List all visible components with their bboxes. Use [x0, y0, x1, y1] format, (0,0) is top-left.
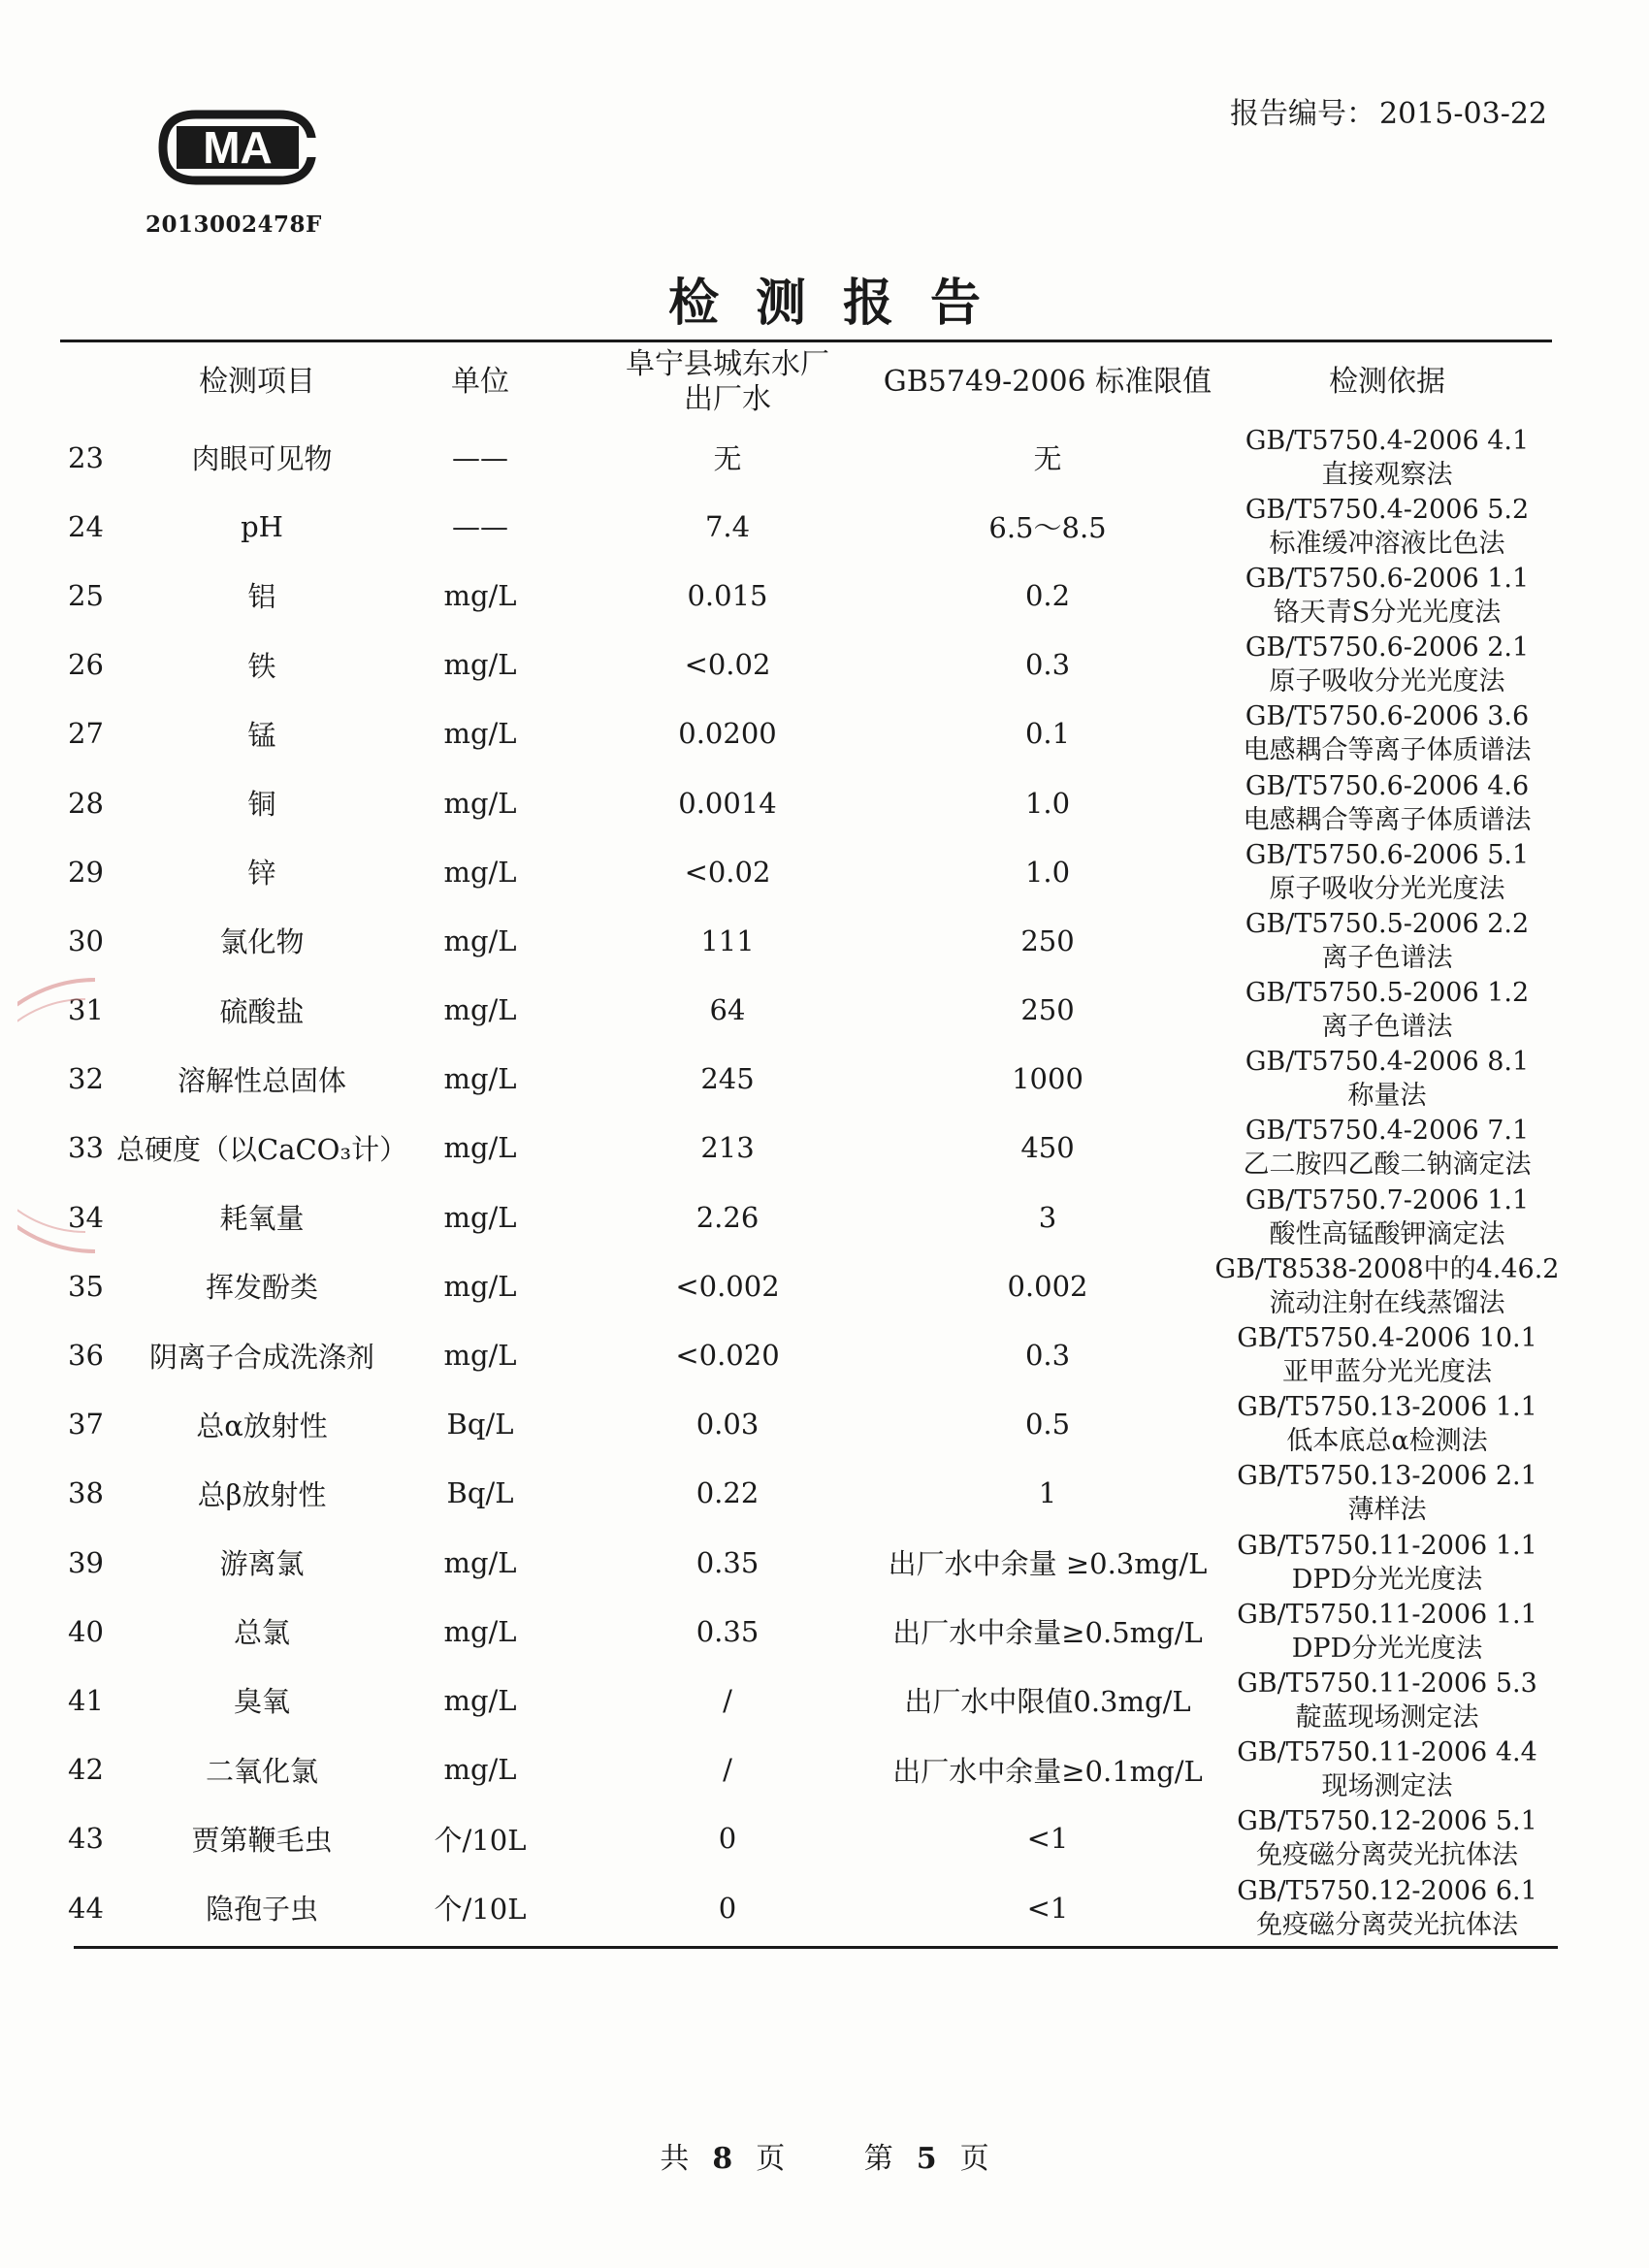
row-method: [1203, 976, 1571, 1045]
row-method: [1203, 906, 1571, 975]
row-method-name: 电感耦合等离子体质谱法: [1243, 804, 1532, 835]
row-method-standard: GB/T5750.12-2006 6.1: [1237, 1875, 1537, 1906]
row-item: 铜: [247, 788, 276, 822]
row-unit: mg/L: [443, 1683, 517, 1717]
table-row: [0, 768, 1649, 837]
row-value: 0.22: [695, 1476, 760, 1510]
row-method-standard: GB/T5750.6-2006 3.6: [1245, 701, 1530, 732]
row-limit: 1000: [1012, 1062, 1083, 1096]
row-method-name: 原子吸收分光光度法: [1269, 666, 1505, 697]
row-value: <0.02: [684, 855, 771, 889]
table-row: [0, 1251, 1649, 1320]
row-method: [1203, 837, 1571, 906]
row-unit: mg/L: [443, 1753, 517, 1787]
row-method-name: 称量法: [1347, 1081, 1427, 1112]
row-value: <0.002: [675, 1269, 780, 1303]
row-unit: mg/L: [443, 923, 517, 957]
row-method-standard: GB/T8538-2008中的4.46.2: [1214, 1253, 1560, 1284]
table-row: [0, 1390, 1649, 1459]
cma-logo: [155, 109, 320, 186]
row-method-name: DPD分光光度法: [1291, 1564, 1483, 1595]
row-item: 氯化物: [219, 925, 305, 959]
row-limit: 1: [1038, 1476, 1057, 1510]
row-unit: mg/L: [443, 717, 517, 751]
row-unit: mg/L: [443, 1131, 517, 1165]
row-number: 36: [68, 1339, 104, 1373]
column-header-item: 检测项目: [199, 365, 315, 399]
table-row: [0, 1666, 1649, 1734]
row-method-name: 标准缓冲溶液比色法: [1269, 528, 1505, 559]
row-number: 39: [68, 1545, 104, 1579]
row-number: 34: [68, 1200, 104, 1234]
row-item: 溶解性总固体: [177, 1063, 346, 1097]
row-method-name: 免疫磁分离荧光抗体法: [1256, 1840, 1518, 1871]
row-number: 30: [68, 923, 104, 957]
row-method-standard: GB/T5750.13-2006 2.1: [1237, 1461, 1537, 1492]
row-method-standard: GB/T5750.13-2006 1.1: [1237, 1392, 1537, 1423]
table-bottom-rule: [74, 1946, 1558, 1949]
column-header-limit: GB5749-2006 标准限值: [883, 365, 1212, 399]
row-limit: <1: [1026, 1891, 1069, 1925]
column-header-plant-line1: 阜宁县城东水厂: [626, 347, 829, 381]
row-limit: 0.002: [1007, 1269, 1088, 1303]
row-method: [1203, 1320, 1571, 1389]
table-row: [0, 492, 1649, 561]
row-method-standard: GB/T5750.4-2006 8.1: [1245, 1047, 1530, 1078]
row-method-name: 现场测定法: [1321, 1771, 1453, 1802]
row-value: 0.03: [695, 1408, 760, 1442]
row-item: 总氯: [233, 1616, 290, 1650]
column-header-plant-line2: 出厂水: [684, 382, 771, 416]
row-item: 臭氧: [233, 1685, 290, 1719]
report-number-label: 报告编号：: [1230, 97, 1376, 131]
row-method: [1203, 1251, 1571, 1320]
row-number: 35: [68, 1269, 104, 1303]
row-value: 213: [700, 1131, 755, 1165]
row-method-standard: GB/T5750.5-2006 2.2: [1245, 908, 1530, 939]
row-method-name: 原子吸收分光光度法: [1269, 873, 1505, 904]
current-page: 第 5 页: [863, 2142, 989, 2176]
row-method: [1203, 1390, 1571, 1459]
row-limit: 出厂水中限值0.3mg/L: [904, 1685, 1191, 1719]
row-method: [1203, 561, 1571, 630]
row-item: 锌: [247, 857, 276, 891]
row-method-standard: GB/T5750.6-2006 4.6: [1245, 770, 1530, 801]
seal-stamp-icon: [17, 970, 105, 1261]
row-value: 245: [700, 1062, 755, 1096]
row-method-standard: GB/T5750.7-2006 1.1: [1245, 1184, 1530, 1215]
row-unit: mg/L: [443, 648, 517, 682]
row-value: 111: [700, 923, 755, 957]
row-item: 隐孢子虫: [205, 1893, 318, 1927]
row-method: [1203, 1666, 1571, 1734]
column-header-unit: 单位: [451, 365, 509, 399]
row-method: [1203, 1735, 1571, 1804]
row-item: 硫酸盐: [219, 994, 305, 1028]
svg-text:MA: MA: [203, 122, 273, 173]
column-header-plant: [592, 345, 863, 419]
row-method-standard: GB/T5750.6-2006 5.1: [1245, 839, 1530, 870]
page-footer: [0, 2134, 1649, 2177]
row-item: 锰: [247, 718, 276, 752]
table-row: [0, 837, 1649, 906]
row-method: [1203, 1528, 1571, 1597]
row-number: 37: [68, 1408, 104, 1442]
row-method-standard: GB/T5750.11-2006 5.3: [1237, 1668, 1537, 1699]
row-method-name: 免疫磁分离荧光抗体法: [1256, 1909, 1518, 1940]
row-item: 肉眼可见物: [191, 442, 333, 476]
table-row: [0, 1528, 1649, 1597]
row-unit: mg/L: [443, 786, 517, 820]
row-limit: 出厂水中余量≥0.1mg/L: [892, 1754, 1203, 1788]
row-item: 二氧化氯: [205, 1754, 318, 1788]
row-value: 0.35: [695, 1545, 760, 1579]
row-limit: 0.5: [1024, 1408, 1071, 1442]
table-row: [0, 906, 1649, 975]
row-item: 铁: [247, 649, 276, 683]
row-method-name: 离子色谱法: [1321, 942, 1453, 973]
row-method: [1203, 1114, 1571, 1183]
row-method: [1203, 1045, 1571, 1114]
row-limit: 出厂水中余量≥0.5mg/L: [892, 1616, 1203, 1650]
row-limit: 6.5～8.5: [988, 511, 1107, 545]
row-method-standard: GB/T5750.6-2006 1.1: [1245, 563, 1530, 594]
row-unit: ——: [452, 440, 508, 474]
row-limit: 0.2: [1024, 578, 1071, 612]
total-pages: 共 8 页: [660, 2142, 786, 2176]
row-value: 0.0200: [678, 717, 777, 751]
row-method: [1203, 492, 1571, 561]
table-row: [0, 699, 1649, 768]
row-method: [1203, 1804, 1571, 1873]
table-top-rule: [60, 340, 1552, 342]
row-limit: 1.0: [1024, 786, 1071, 820]
row-item: 耗氧量: [219, 1202, 305, 1236]
row-method-standard: GB/T5750.6-2006 2.1: [1245, 632, 1530, 664]
row-method: [1203, 631, 1571, 699]
row-number: 44: [68, 1891, 104, 1925]
row-number: 32: [68, 1062, 104, 1096]
row-method-name: 酸性高锰酸钾滴定法: [1269, 1218, 1505, 1249]
row-limit: 0.3: [1024, 648, 1071, 682]
row-value: /: [723, 1753, 732, 1787]
row-unit: ——: [452, 509, 508, 543]
row-limit: 450: [1020, 1131, 1075, 1165]
row-item: 挥发酚类: [205, 1271, 318, 1305]
row-number: 29: [68, 855, 104, 889]
row-item: 阴离子合成洗涤剂: [148, 1340, 374, 1374]
row-item: 总β放射性: [197, 1477, 327, 1511]
row-item: 总α放射性: [196, 1409, 328, 1442]
row-limit: <1: [1026, 1822, 1069, 1856]
row-value: 2.26: [695, 1200, 760, 1234]
cma-mark-icon: [155, 109, 320, 186]
table-row: [0, 423, 1649, 492]
row-limit: 无: [1033, 442, 1062, 476]
row-unit: 个/10L: [434, 1893, 527, 1927]
row-method-name: 低本底总α检测法: [1286, 1426, 1488, 1457]
report-number-value: 2015-03-22: [1379, 97, 1547, 131]
row-unit: Bq/L: [446, 1476, 514, 1510]
row-method-name: 乙二胺四乙酸二钠滴定法: [1243, 1150, 1532, 1181]
row-unit: mg/L: [443, 1614, 517, 1648]
row-method-standard: GB/T5750.4-2006 7.1: [1245, 1116, 1530, 1147]
row-method: [1203, 1873, 1571, 1942]
row-method-name: 铬天青S分光光度法: [1273, 597, 1502, 628]
row-value: 0: [718, 1891, 737, 1925]
row-method-standard: GB/T5750.4-2006 10.1: [1237, 1323, 1537, 1354]
row-unit: 个/10L: [434, 1823, 527, 1857]
row-value: <0.020: [675, 1339, 780, 1373]
row-item: 游离氯: [219, 1547, 305, 1581]
table-row: [0, 1735, 1649, 1804]
row-limit: 出厂水中余量 ≥0.3mg/L: [888, 1547, 1208, 1581]
row-limit: 250: [1020, 923, 1075, 957]
row-number: 31: [68, 993, 104, 1027]
row-method-name: 直接观察法: [1321, 459, 1453, 490]
row-unit: mg/L: [443, 1200, 517, 1234]
row-item: 铝: [247, 580, 276, 614]
row-number: 24: [68, 509, 104, 543]
row-method-standard: GB/T5750.12-2006 5.1: [1237, 1806, 1537, 1837]
table-row: [0, 976, 1649, 1045]
row-unit: mg/L: [443, 855, 517, 889]
row-method-standard: GB/T5750.4-2006 4.1: [1245, 425, 1530, 456]
row-number: 25: [68, 578, 104, 612]
row-value: 0.35: [695, 1614, 760, 1648]
row-value: 0: [718, 1822, 737, 1856]
table-row: [0, 1597, 1649, 1666]
table-row: [0, 1320, 1649, 1389]
page-title: 检测报告: [667, 274, 1018, 333]
row-number: 43: [68, 1822, 104, 1856]
row-item: pH: [241, 509, 283, 543]
table-row: [0, 561, 1649, 630]
row-number: 23: [68, 440, 104, 474]
table-row: [0, 1459, 1649, 1528]
table-row: [0, 631, 1649, 699]
row-method-standard: GB/T5750.11-2006 4.4: [1237, 1737, 1537, 1768]
row-value: 0.015: [687, 578, 768, 612]
table-row: [0, 1045, 1649, 1114]
row-value: <0.02: [684, 648, 771, 682]
row-method: [1203, 699, 1571, 768]
row-unit: mg/L: [443, 578, 517, 612]
row-method-name: 离子色谱法: [1321, 1012, 1453, 1043]
table-row: [0, 1183, 1649, 1251]
row-method: [1203, 1597, 1571, 1666]
row-method: [1203, 1183, 1571, 1251]
row-limit: 0.3: [1024, 1339, 1071, 1373]
row-number: 33: [68, 1131, 104, 1165]
row-number: 26: [68, 648, 104, 682]
row-limit: 0.1: [1024, 717, 1071, 751]
report-number: [1226, 89, 1547, 132]
row-value: 0.0014: [678, 786, 777, 820]
row-item: 贾第鞭毛虫: [191, 1823, 333, 1857]
row-method-name: 亚甲蓝分光光度法: [1282, 1357, 1492, 1388]
row-method: [1203, 1459, 1571, 1528]
row-method-name: 流动注射在线蒸馏法: [1269, 1287, 1505, 1318]
results-table-body: [0, 423, 1649, 1942]
row-unit: mg/L: [443, 993, 517, 1027]
row-number: 27: [68, 717, 104, 751]
row-unit: mg/L: [443, 1339, 517, 1373]
row-method-name: 靛蓝现场测定法: [1295, 1701, 1479, 1733]
row-number: 38: [68, 1476, 104, 1510]
row-number: 42: [68, 1753, 104, 1787]
row-item: 总硬度（以CaCO₃计）: [116, 1132, 408, 1166]
row-method-name: 电感耦合等离子体质谱法: [1243, 735, 1532, 766]
row-unit: mg/L: [443, 1545, 517, 1579]
row-method-standard: GB/T5750.5-2006 1.2: [1245, 978, 1530, 1009]
certification-number: 2013002478F: [146, 211, 322, 238]
table-row: [0, 1873, 1649, 1942]
row-limit: 3: [1038, 1200, 1057, 1234]
row-value: 7.4: [704, 509, 751, 543]
row-limit: 1.0: [1024, 855, 1071, 889]
row-method-name: 薄样法: [1347, 1495, 1427, 1526]
row-number: 40: [68, 1614, 104, 1648]
row-number: 41: [68, 1683, 104, 1717]
row-limit: 250: [1020, 993, 1075, 1027]
row-number: 28: [68, 786, 104, 820]
row-method-standard: GB/T5750.11-2006 1.1: [1237, 1530, 1537, 1561]
column-header-method: 检测依据: [1329, 365, 1445, 399]
row-value: 64: [709, 993, 746, 1027]
row-method-name: DPD分光光度法: [1291, 1633, 1483, 1664]
row-unit: Bq/L: [446, 1408, 514, 1442]
table-row: [0, 1114, 1649, 1183]
row-method-standard: GB/T5750.4-2006 5.2: [1245, 494, 1530, 525]
row-value: /: [723, 1683, 732, 1717]
row-unit: mg/L: [443, 1269, 517, 1303]
row-method: [1203, 423, 1571, 492]
row-unit: mg/L: [443, 1062, 517, 1096]
row-method-standard: GB/T5750.11-2006 1.1: [1237, 1599, 1537, 1630]
row-value: 无: [713, 442, 742, 476]
table-row: [0, 1804, 1649, 1873]
row-method: [1203, 768, 1571, 837]
